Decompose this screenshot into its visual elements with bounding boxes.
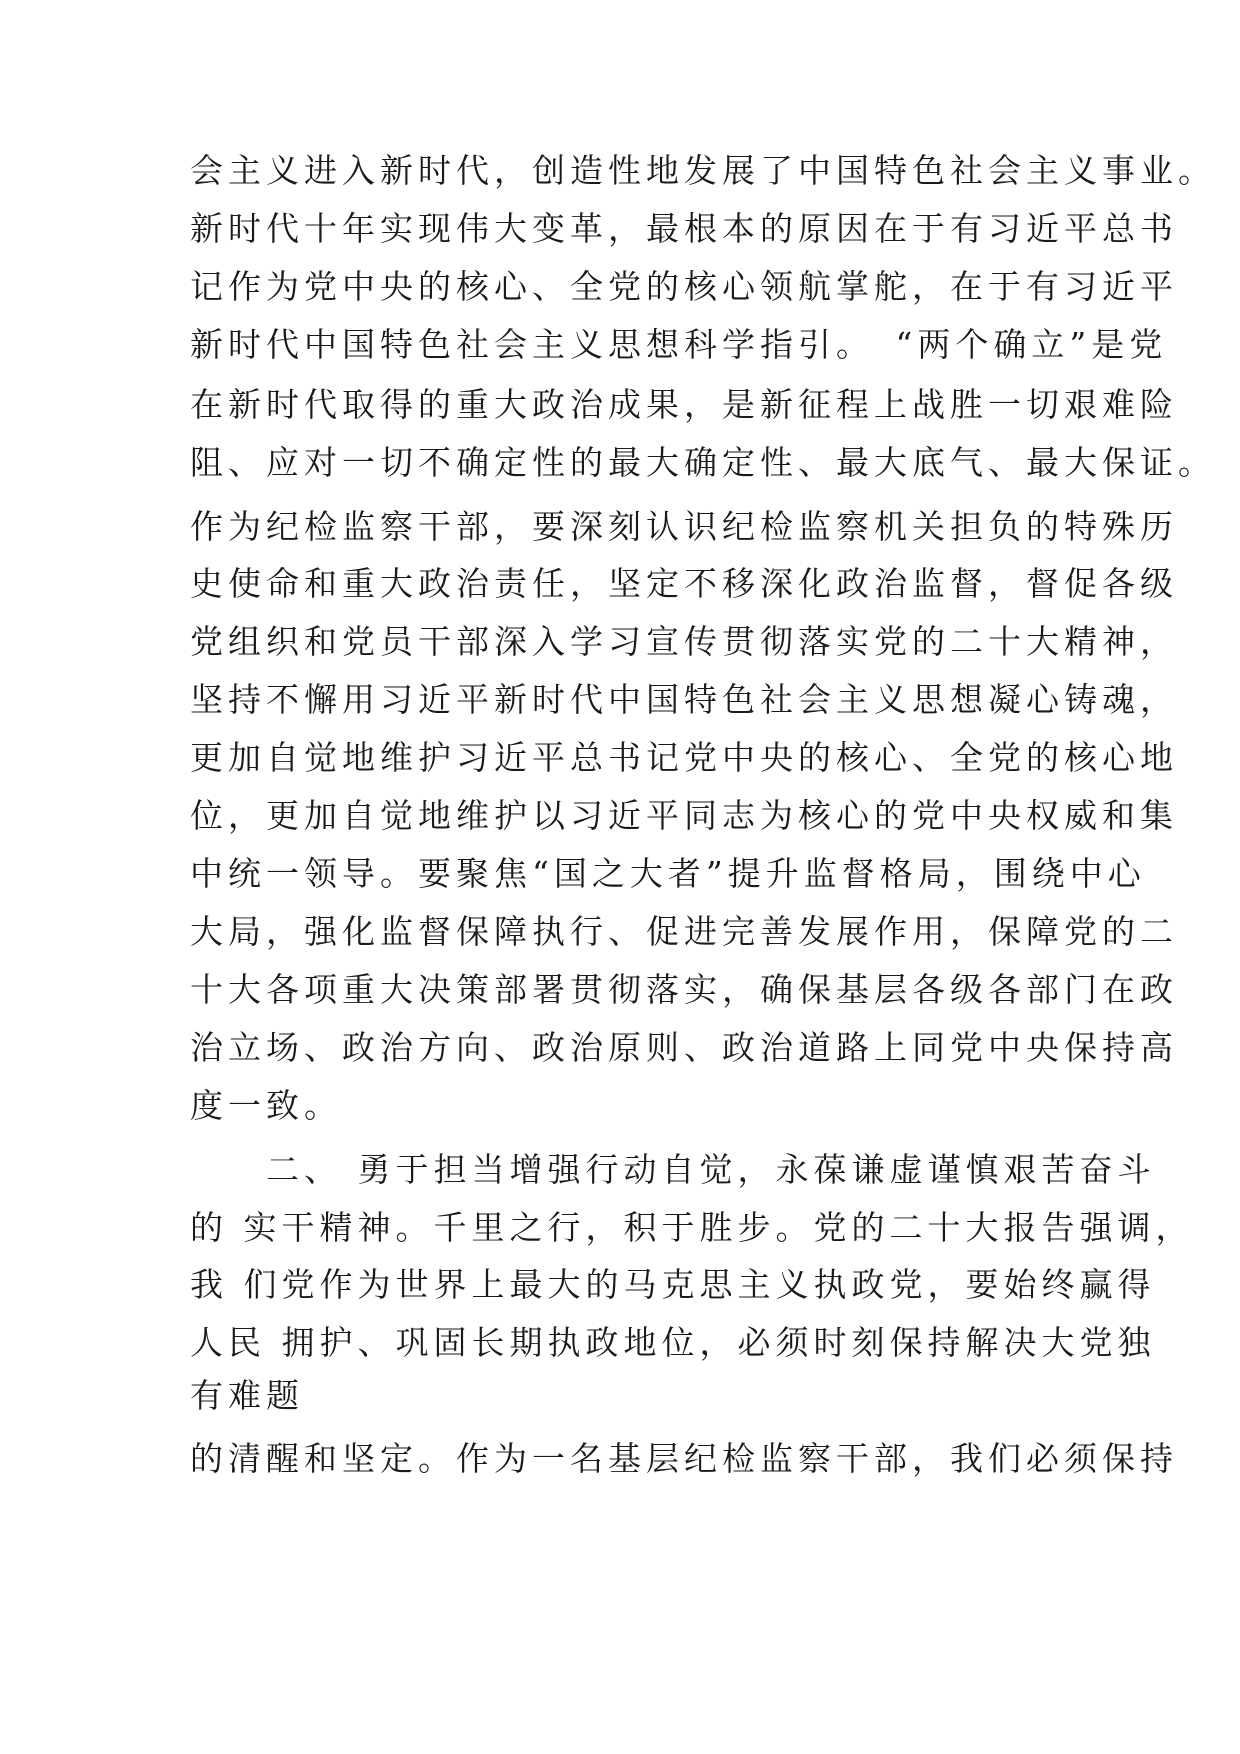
text-line: 位，更加自觉地维护以习近平同志为核心的党中央权威和集 [190,796,1178,835]
text-line: 十大各项重大决策部署贯彻落实，确保基层各级各部门在政 [190,970,1178,1009]
text-line: 中统一领导。要聚焦“国之大者”提升监督格局，围绕中心 [190,854,1146,893]
text-line: 人民 拥护、巩固长期执政地位，必须时刻保持解决大党独 [190,1323,1156,1362]
text-line: 我 们党作为世界上最大的马克思主义执政党，要始终赢得 [190,1265,1156,1304]
text-line: 党组织和党员干部深入学习宣传贯彻落实党的二十大精神， [190,622,1178,661]
text-line: 会主义进入新时代，创造性地发展了中国特色社会主义事业。 [190,151,1216,190]
text-line: 大局，强化监督保障执行、促进完善发展作用，保障党的二 [190,912,1178,951]
text-line: 作为纪检监察干部，要深刻认识纪检监察机关担负的特殊历 [190,507,1178,546]
text-line: 的 实干精神。千里之行，积于胜步。党的二十大报告强调， [190,1208,1194,1247]
text-line: 新时代十年实现伟大变革，最根本的原因在于有习近平总书 [190,209,1178,248]
text-line: 有难题 [190,1376,304,1415]
text-line: 阻、应对一切不确定性的最大确定性、最大底气、最大保证。 [190,443,1216,482]
text-line: 新时代中国特色社会主义思想科学指引。 “两个确立”是党 [190,325,1168,364]
text-line: 记作为党中央的核心、全党的核心领航掌舵，在于有习近平 [190,267,1178,306]
text-line: 在新时代取得的重大政治成果，是新征程上战胜一切艰难险 [190,385,1178,424]
text-line: 更加自觉地维护习近平总书记党中央的核心、全党的核心地 [190,738,1178,777]
section-heading-line: 二、 勇于担当增强行动自觉，永葆谦虚谨慎艰苦奋斗 [190,1150,1156,1189]
text-line: 史使命和重大政治责任，坚定不移深化政治监督，督促各级 [190,564,1178,603]
text-line: 度一致。 [190,1086,342,1125]
text-line: 的清醒和坚定。作为一名基层纪检监察干部，我们必须保持 [190,1439,1178,1478]
text-line: 治立场、政治方向、政治原则、政治道路上同党中央保持高 [190,1028,1178,1067]
text-line: 坚持不懈用习近平新时代中国特色社会主义思想凝心铸魂， [190,680,1178,719]
